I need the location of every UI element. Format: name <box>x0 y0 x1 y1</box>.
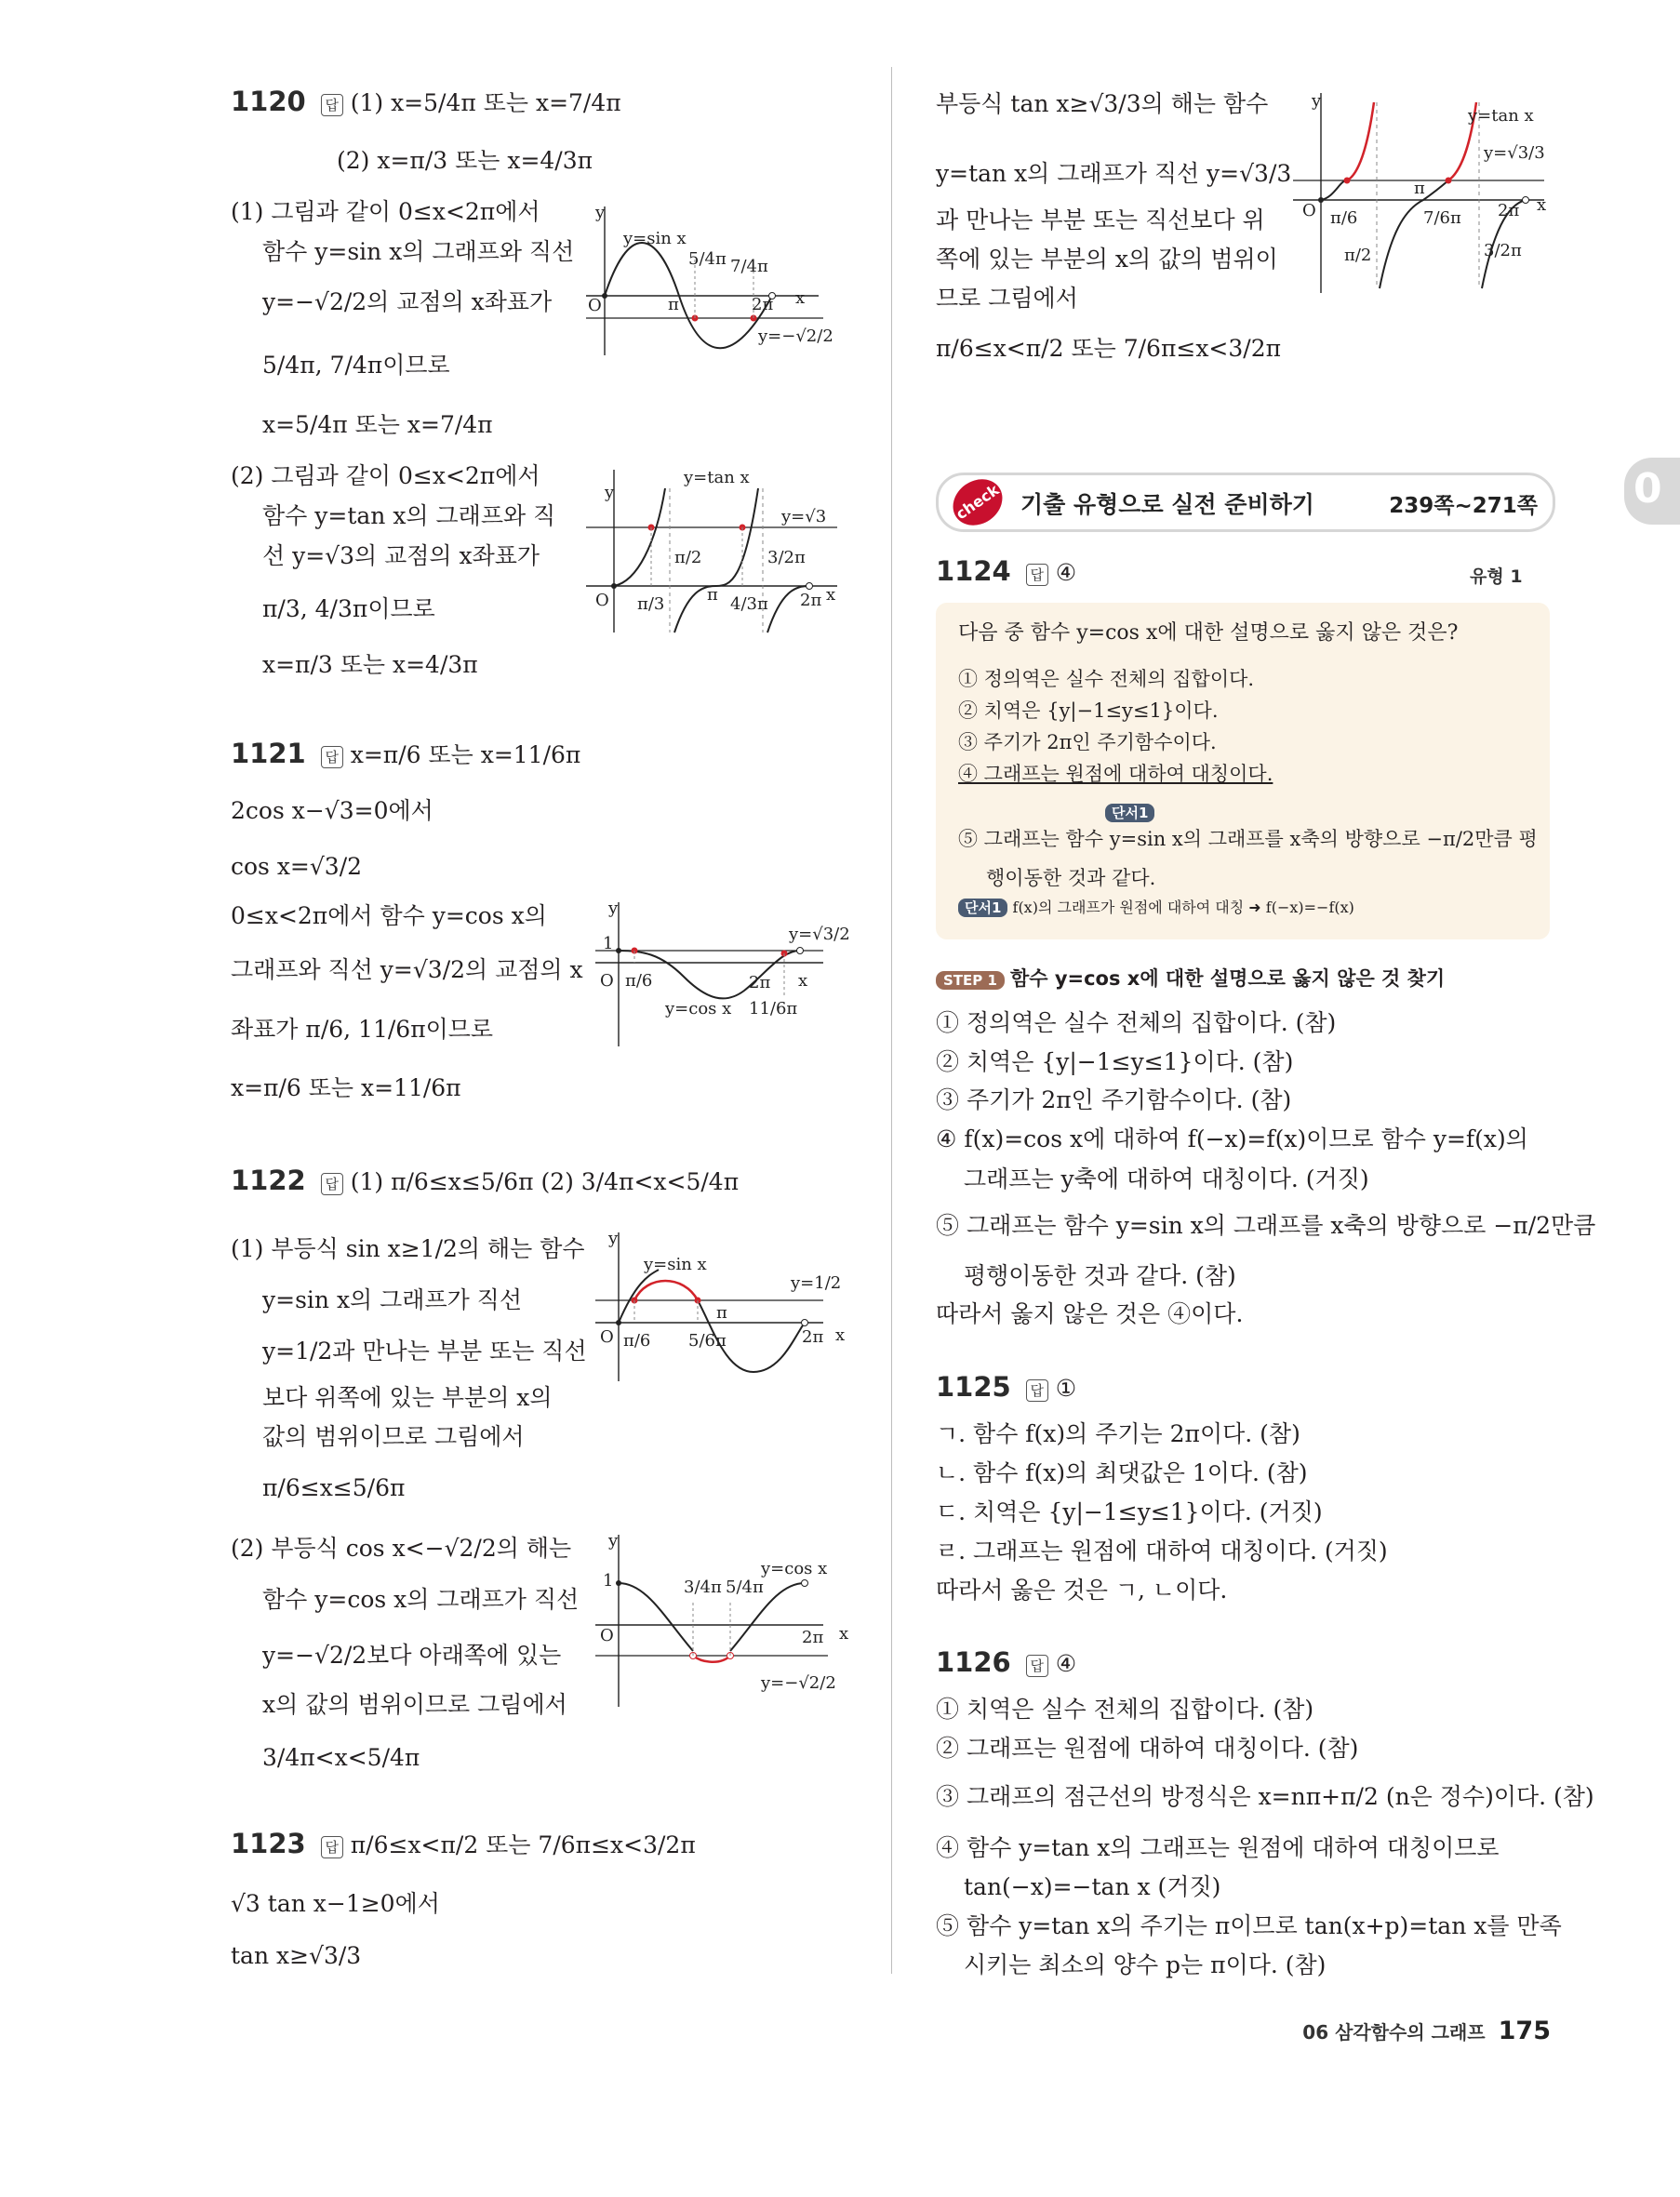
solution-line: 부등식 tan x≥√3/3의 해는 함수 <box>936 90 1269 117</box>
choice: ④ 그래프는 원점에 대하여 대칭이다. <box>958 763 1273 785</box>
chapter-side-tab-label: 0 <box>1633 465 1662 513</box>
solution-line: tan(−x)=−tan x (거짓) <box>964 1873 1221 1900</box>
solution-line: 그래프와 직선 y=√3/2의 교점의 x <box>231 956 583 983</box>
answer-icon: 답 <box>1026 1655 1048 1677</box>
solution-line: y=−√2/2의 교점의 x좌표가 <box>262 288 553 315</box>
answer-icon: 답 <box>321 1173 343 1195</box>
solution-line: 보다 위쪽에 있는 부분의 x의 <box>262 1384 553 1411</box>
graph-cos-1121 <box>595 899 856 1051</box>
choice: 행이동한 것과 같다. <box>986 867 1156 889</box>
solution-line: ② 그래프는 원점에 대하여 대칭이다. (참) <box>936 1735 1359 1762</box>
line-label: y=−√2/2 <box>758 326 833 346</box>
problem-1120-heading <box>231 86 621 118</box>
solution-line: 평행이동한 것과 같다. (참) <box>964 1262 1236 1289</box>
solution-line: 과 만나는 부분 또는 직선보다 위 <box>936 206 1265 233</box>
tick-label: π/6 <box>625 971 653 991</box>
origin-label: O <box>600 1327 614 1347</box>
graph-sin-1122 <box>595 1229 856 1386</box>
tick-label: 2π <box>802 1628 824 1647</box>
solution-line: 2cos x−√3=0에서 <box>231 797 433 824</box>
graph-tan-1123 <box>1293 93 1563 298</box>
solution-line: (1) 부등식 sin x≥1/2의 해는 함수 <box>231 1235 585 1262</box>
page-number: 175 <box>1498 2017 1551 2045</box>
answer-text: ④ <box>1055 559 1077 586</box>
tick-label: 11/6π <box>749 999 798 1019</box>
curve-label: y=sin x <box>644 1255 707 1274</box>
solution-line: 0≤x<2π에서 함수 y=cos x의 <box>231 902 547 929</box>
solution-line: 좌표가 π/6, 11/6π이므로 <box>231 1016 494 1043</box>
tick-label: 2π <box>802 1327 824 1347</box>
solution-line: 함수 y=sin x의 그래프와 직선 <box>262 238 575 265</box>
curve-label: y=cos x <box>761 1559 828 1578</box>
question-text: 다음 중 함수 y=cos x에 대한 설명으로 옳지 않은 것은? <box>958 621 1459 645</box>
solution-line: (2) 부등식 cos x<−√2/2의 해는 <box>231 1535 572 1562</box>
axis-y-label: y <box>595 203 606 222</box>
solution-line: (1) 그림과 같이 0≤x<2π에서 <box>231 198 540 225</box>
solution-line: ⑤ 함수 y=tan x의 주기는 π이므로 tan(x+p)=tan x를 만족 <box>936 1912 1562 1939</box>
tick-label: 1 <box>603 1571 614 1591</box>
solution-line: ① 치역은 실수 전체의 집합이다. (참) <box>936 1696 1314 1723</box>
curve-label: y=sin x <box>623 229 687 248</box>
problem-number: 1121 <box>231 738 306 769</box>
solution-line: x=π/6 또는 x=11/6π <box>231 1074 461 1101</box>
tick-label: π <box>707 585 718 605</box>
line-label: y=1/2 <box>791 1273 842 1293</box>
solution-line: 3/4π<x<5/4π <box>262 1744 420 1771</box>
line-label: y=−√2/2 <box>761 1673 836 1693</box>
problem-number: 1125 <box>936 1371 1011 1403</box>
solution-line: 함수 y=cos x의 그래프가 직선 <box>262 1586 580 1613</box>
check-badge: check <box>944 470 1011 535</box>
tick-label: 7/4π <box>730 257 768 276</box>
axis-x-label: x <box>826 585 836 605</box>
problem-1121-heading <box>231 738 580 770</box>
tick-label: 2π <box>800 591 822 610</box>
choice: ① 정의역은 실수 전체의 집합이다. <box>958 668 1255 690</box>
solution-line: x의 값의 범위이므로 그림에서 <box>262 1691 567 1718</box>
solution-line: (2) 그림과 같이 0≤x<2π에서 <box>231 462 540 489</box>
axis-y-label: y <box>608 1531 619 1551</box>
problem-number: 1120 <box>231 86 306 117</box>
tick-label: 5/4π <box>688 249 727 269</box>
axis-x-label: x <box>795 288 806 308</box>
tick-label: 5/4π <box>726 1578 764 1597</box>
graph-tan-1120 <box>586 470 856 637</box>
solution-line: 따라서 옳지 않은 것은 ④이다. <box>936 1300 1244 1327</box>
choice: ③ 주기가 2π인 주기함수이다. <box>958 731 1217 753</box>
tick-label: 2π <box>1498 201 1520 220</box>
step-title: 함수 y=cos x에 대한 설명으로 옳지 않은 것 찾기 <box>1009 967 1446 990</box>
tick-label: 5/6π <box>688 1331 727 1351</box>
axis-y-label: y <box>1312 91 1322 111</box>
axis-x-label: x <box>798 971 808 991</box>
solution-line: tan x≥√3/3 <box>231 1942 362 1969</box>
tick-label: π/6 <box>1330 208 1358 228</box>
solution-line: x=π/3 또는 x=4/3π <box>262 651 478 678</box>
axis-y-label: y <box>605 483 615 502</box>
solution-line: ② 치역은 {y|−1≤y≤1}이다. (참) <box>936 1048 1294 1075</box>
tick-label: 3/2π <box>767 548 806 567</box>
graph-sin-1120 <box>586 203 847 365</box>
solution-line: 따라서 옳은 것은 ㄱ, ㄴ이다. <box>936 1577 1228 1604</box>
answer-text-2: (2) x=π/3 또는 x=4/3π <box>337 147 593 174</box>
solution-line: ③ 그래프의 점근선의 방정식은 x=nπ+π/2 (n은 정수)이다. (참) <box>936 1783 1594 1810</box>
answer-icon: 답 <box>1026 1379 1048 1402</box>
axis-x-label: x <box>1537 195 1547 215</box>
solution-line: y=−√2/2보다 아래쪽에 있는 <box>262 1642 562 1669</box>
tick-label: π/6 <box>623 1331 651 1351</box>
tick-label: π <box>668 295 679 314</box>
curve-label: y=tan x <box>684 468 750 487</box>
page-range: 239쪽~271쪽 <box>1389 494 1538 518</box>
solution-line: 쪽에 있는 부분의 x의 값의 범위이 <box>936 246 1278 273</box>
tick-label: 3/4π <box>684 1578 722 1597</box>
chapter-side-tab <box>1624 458 1680 525</box>
section-title: 기출 유형으로 실전 준비하기 <box>1020 491 1314 518</box>
problem-1124-heading <box>936 555 1076 588</box>
answer-text: x=π/6 또는 x=11/6π <box>350 741 581 768</box>
tick-label: π/2 <box>1344 246 1372 265</box>
axis-x-label: x <box>835 1325 846 1345</box>
solution-line: y=tan x의 그래프가 직선 y=√3/3 <box>936 160 1292 187</box>
answer-icon: 답 <box>321 746 343 768</box>
solution-line: 시키는 최소의 양수 p는 π이다. (참) <box>964 1951 1327 1978</box>
solution-line: 므로 그림에서 <box>936 285 1078 312</box>
solution-line: ㄴ. 함수 f(x)의 최댓값은 1이다. (참) <box>936 1459 1308 1486</box>
problem-number: 1124 <box>936 555 1011 587</box>
line-label: y=√3/2 <box>789 925 850 944</box>
answer-text: (1) π/6≤x≤5/6π (2) 3/4π<x<5/4π <box>350 1168 740 1195</box>
origin-label: O <box>600 971 614 991</box>
solution-line: ㄷ. 치역은 {y|−1≤y≤1}이다. (거짓) <box>936 1498 1323 1525</box>
solution-line: 함수 y=tan x의 그래프와 직 <box>262 502 556 529</box>
answer-icon: 답 <box>321 94 343 116</box>
answer-text: ④ <box>1055 1650 1077 1677</box>
tick-label: 1 <box>603 934 614 953</box>
solution-line: π/6≤x<π/2 또는 7/6π≤x<3/2π <box>936 335 1282 362</box>
solution-line: 5/4π, 7/4π이므로 <box>262 352 450 379</box>
graph-cos-1122 <box>595 1531 856 1711</box>
problem-1125-heading <box>936 1371 1076 1404</box>
solution-line: √3 tan x−1≥0에서 <box>231 1890 440 1917</box>
choice: ② 치역은 {y|−1≤y≤1}이다. <box>958 699 1219 722</box>
solution-line: cos x=√3/2 <box>231 853 363 880</box>
section-header <box>936 473 1555 532</box>
solution-line: ③ 주기가 2π인 주기함수이다. (참) <box>936 1086 1292 1113</box>
clue-note-text: f(x)의 그래프가 원점에 대하여 대칭 ➜ f(−x)=−f(x) <box>1012 899 1354 916</box>
tick-label: 4/3π <box>730 594 768 614</box>
answer-text: ① <box>1055 1375 1077 1402</box>
problem-1122-heading <box>231 1165 739 1197</box>
clue-note <box>958 899 1354 917</box>
problem-number: 1126 <box>936 1646 1011 1678</box>
tick-label: π <box>1414 179 1425 198</box>
choice: ⑤ 그래프는 함수 y=sin x의 그래프를 x축의 방향으로 −π/2만큼 평 <box>958 828 1538 850</box>
tick-label: 2π <box>749 973 771 992</box>
solution-line: π/3, 4/3π이므로 <box>262 595 435 622</box>
tick-label: π <box>716 1303 727 1323</box>
step-tag: STEP 1 <box>936 971 1005 990</box>
curve-label: y=cos x <box>665 999 732 1019</box>
solution-line: 그래프는 y축에 대하여 대칭이다. (거짓) <box>964 1165 1369 1192</box>
answer-icon: 답 <box>321 1836 343 1858</box>
clue-tag <box>1105 796 1154 824</box>
answer-icon: 답 <box>1026 564 1048 586</box>
solution-line: ⑤ 그래프는 함수 y=sin x의 그래프를 x축의 방향으로 −π/2만큼 <box>936 1212 1596 1239</box>
solution-line: ④ f(x)=cos x에 대하여 f(−x)=f(x)이므로 함수 y=f(x)의 <box>936 1125 1528 1152</box>
tick-label: 3/2π <box>1484 241 1522 260</box>
clue-tag-label: 단서1 <box>1105 804 1154 822</box>
solution-line: ① 정의역은 실수 전체의 집합이다. (참) <box>936 1009 1337 1036</box>
step-heading <box>936 967 1445 991</box>
axis-y-label: y <box>608 1229 619 1248</box>
origin-label: O <box>588 296 602 315</box>
solution-line: ㄹ. 그래프는 원점에 대하여 대칭이다. (거짓) <box>936 1538 1388 1565</box>
tick-label: π/2 <box>674 548 702 567</box>
type-tag: 유형 1 <box>1470 566 1523 587</box>
curve-label: y=tan x <box>1468 106 1534 126</box>
tick-label: 2π <box>752 295 774 314</box>
tick-label: π/3 <box>637 594 665 614</box>
solution-line: x=5/4π 또는 x=7/4π <box>262 411 493 438</box>
solution-line: y=1/2과 만나는 부분 또는 직선 <box>262 1338 587 1365</box>
solution-line: ㄱ. 함수 f(x)의 주기는 2π이다. (참) <box>936 1420 1300 1447</box>
origin-label: O <box>600 1626 614 1645</box>
axis-x-label: x <box>839 1624 849 1644</box>
origin-label: O <box>595 591 609 610</box>
column-divider <box>891 67 892 1974</box>
line-label: y=√3 <box>781 507 827 526</box>
problem-number: 1122 <box>231 1165 306 1196</box>
chapter-title: 06 삼각함수의 그래프 <box>1302 2021 1486 2044</box>
solution-line: ④ 함수 y=tan x의 그래프는 원점에 대하여 대칭이므로 <box>936 1834 1500 1861</box>
problem-number: 1123 <box>231 1828 306 1859</box>
solution-line: y=sin x의 그래프가 직선 <box>262 1286 522 1313</box>
problem-1126-heading <box>936 1646 1076 1679</box>
axis-y-label: y <box>608 899 619 918</box>
solution-line: π/6≤x≤5/6π <box>262 1474 406 1501</box>
answer-text: π/6≤x<π/2 또는 7/6π≤x<3/2π <box>350 1831 696 1858</box>
solution-line: 선 y=√3의 교점의 x좌표가 <box>262 542 540 569</box>
line-label: y=√3/3 <box>1484 143 1545 163</box>
origin-label: O <box>1302 201 1316 220</box>
problem-1123-heading <box>231 1828 696 1860</box>
tick-label: 7/6π <box>1423 208 1461 228</box>
page-footer <box>1302 2017 1551 2045</box>
answer-text: (1) x=5/4π 또는 x=7/4π <box>350 89 621 116</box>
clue-note-tag: 단서1 <box>958 899 1007 917</box>
solution-line: 값의 범위이므로 그림에서 <box>262 1423 525 1450</box>
